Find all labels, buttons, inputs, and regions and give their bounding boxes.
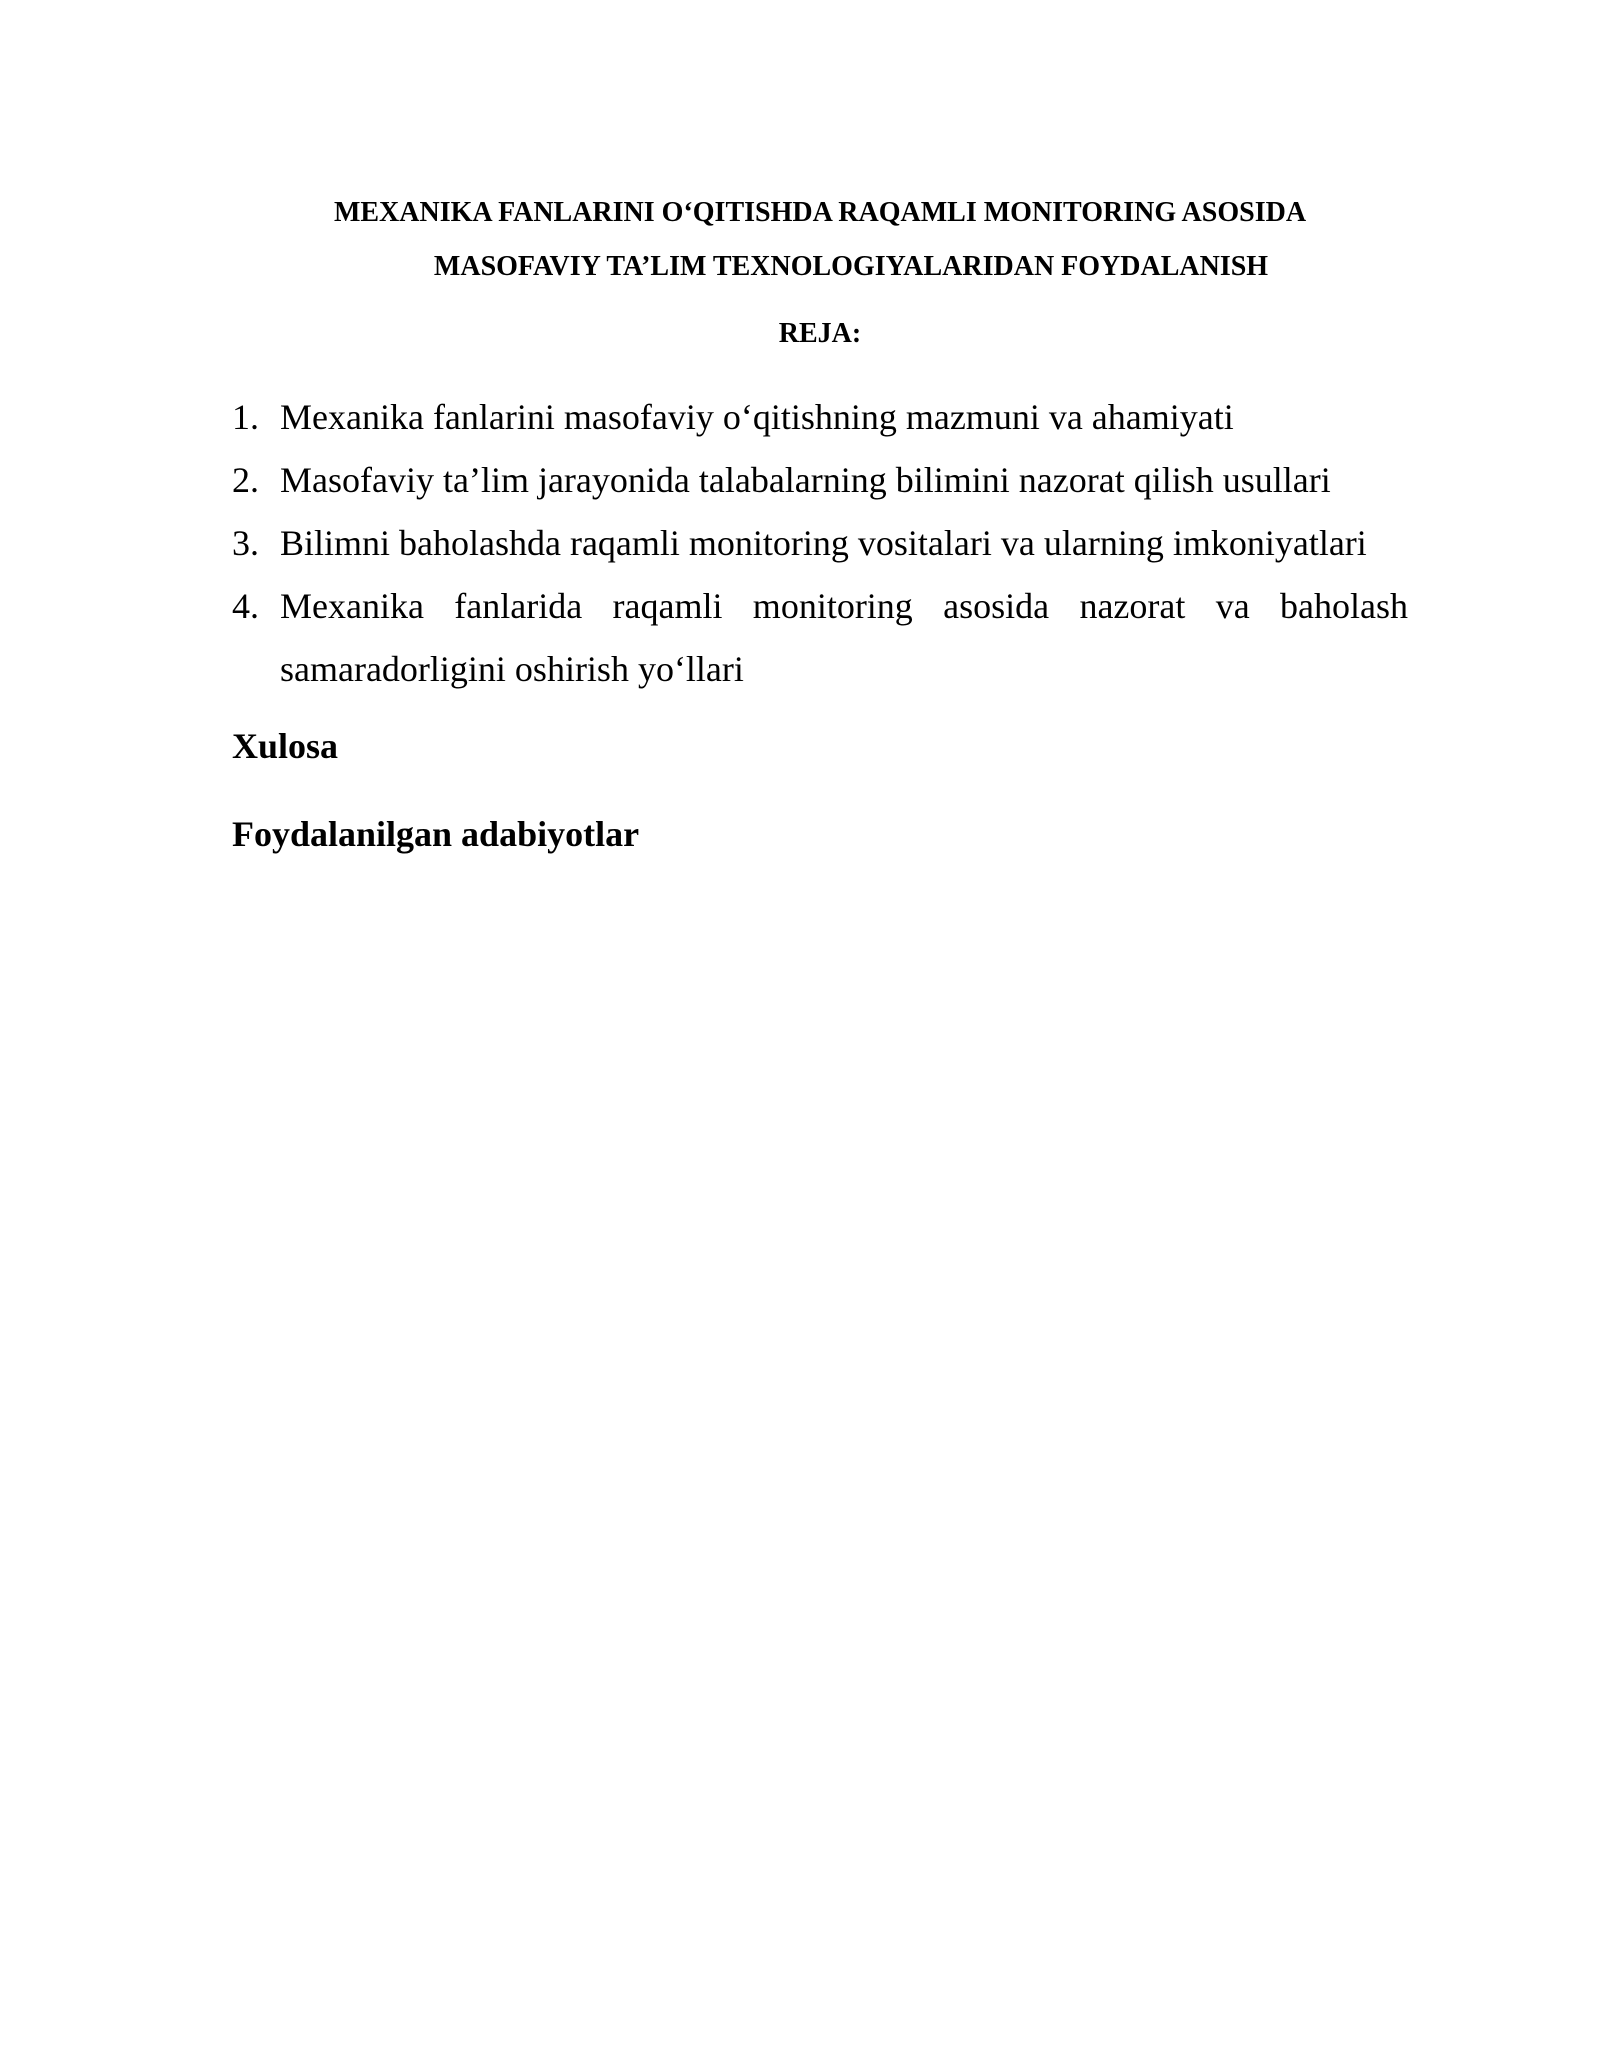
title-line-2: MASOFAVIY TA’LIM TEXNOLOGIYALARIDAN FOYDALANISH [433, 251, 1269, 282]
conclusion-heading: Xulosa [232, 726, 339, 766]
plan-item [232, 512, 1408, 575]
plan-item-number: 1. [232, 397, 259, 437]
plan-item [232, 449, 1408, 512]
plan-item-number: 2. [232, 460, 259, 500]
plan-item [232, 386, 1408, 449]
plan-item [232, 575, 1408, 701]
references-heading: Foydalanilgan adabiyotlar [232, 814, 640, 854]
plan-item-text: Bilimni baholashda raqamli monitoring vositalari va ularning imkoniyatlari [280, 523, 1367, 563]
document-title [230, 186, 1410, 294]
plan-item-number: 4. [232, 586, 259, 626]
plan-item-text: Masofaviy ta’lim jarayonida talabalarning bilimini nazorat qilish usullari [280, 460, 1331, 500]
plan-item-text: Mexanika fanlarida raqamli monitoring asosida nazorat va baholash samaradorligini oshirish yo‘llari [280, 586, 1408, 689]
title-line-1: MEXANIKA FANLARINI O‘QITISHDA RAQAMLI MONITORING ASOSIDA [333, 197, 1307, 228]
plan-list [232, 386, 1408, 701]
plan-item-number: 3. [232, 523, 259, 563]
plan-heading: REJA: [778, 318, 862, 349]
plan-item-text: Mexanika fanlarini masofaviy o‘qitishning mazmuni va ahamiyati [280, 397, 1234, 437]
